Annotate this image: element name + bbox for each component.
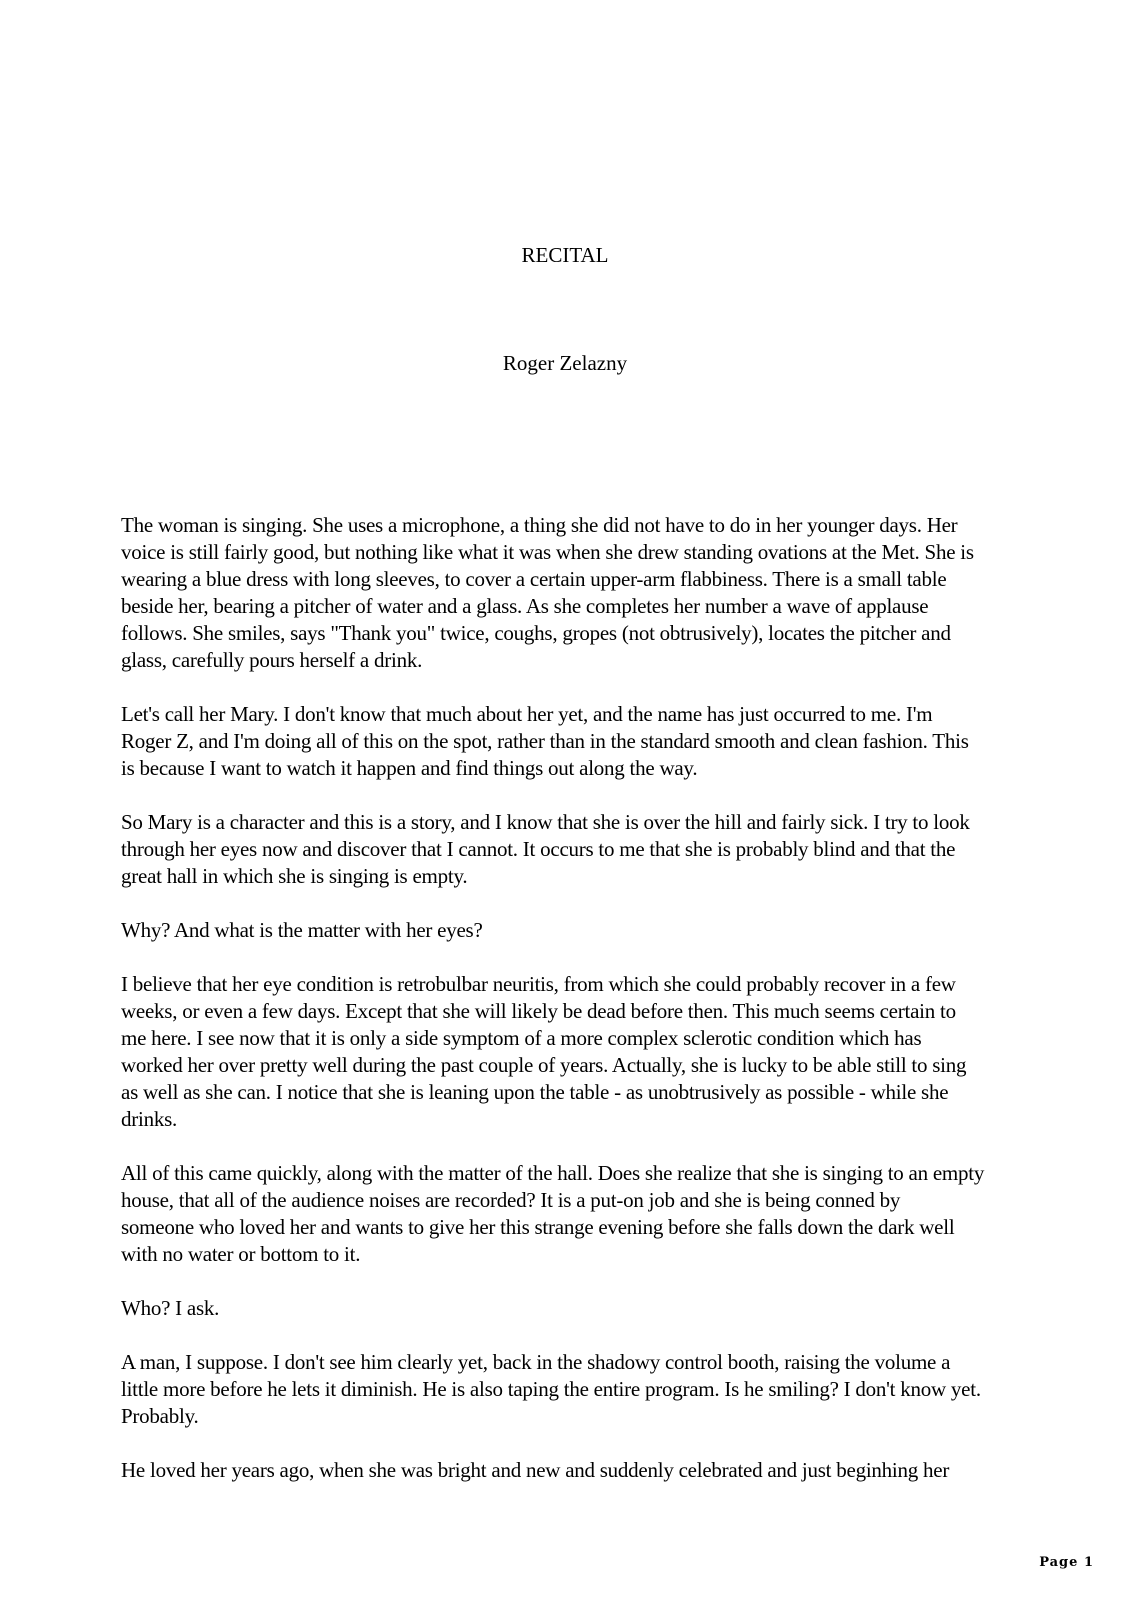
paragraph bbox=[116, 809, 1016, 890]
paragraph-line: All of this came quickly, along with the matter of the hall. Does she realize that she is singing to an empty bbox=[121, 1161, 985, 1185]
paragraph-line: The woman is singing. She uses a microphone, a thing she did not have to do in her younger days. Her bbox=[121, 513, 958, 537]
paragraph-line: as well as she can. I notice that she is leaning upon the table - as unobtrusively as possible - while she bbox=[121, 1080, 949, 1104]
paragraph-line: glass, carefully pours herself a drink. bbox=[121, 648, 423, 672]
paragraph-line: Let's call her Mary. I don't know that much about her yet, and the name has just occurred to me. I'm bbox=[121, 702, 933, 726]
paragraph bbox=[116, 971, 1016, 1133]
page-number: Page 1 bbox=[1039, 1555, 1094, 1570]
paragraph bbox=[116, 1160, 1016, 1268]
paragraph bbox=[116, 1457, 1016, 1484]
paragraph-line: I believe that her eye condition is retrobulbar neuritis, from which she could probably recover in a few bbox=[121, 972, 956, 996]
paragraph-line: weeks, or even a few days. Except that she will likely be dead before then. This much seems certain to bbox=[121, 999, 956, 1023]
paragraph-line: worked her over pretty well during the past couple of years. Actually, she is lucky to be able still to sing bbox=[121, 1053, 967, 1077]
paragraph bbox=[116, 1295, 1016, 1322]
paragraph-line: with no water or bottom to it. bbox=[121, 1242, 361, 1266]
paragraph-line: follows. She smiles, says "Thank you" twice, coughs, gropes (not obtrusively), locates the pitcher and bbox=[121, 621, 951, 645]
paragraph-line: wearing a blue dress with long sleeves, to cover a certain upper-arm flabbiness. There is a small table bbox=[121, 567, 947, 591]
paragraph-line: great hall in which she is singing is empty. bbox=[121, 864, 468, 888]
paragraph-line: Roger Z, and I'm doing all of this on the spot, rather than in the standard smooth and clean fashion. This bbox=[121, 729, 969, 753]
paragraph-line: A man, I suppose. I don't see him clearly yet, back in the shadowy control booth, raising the volume a bbox=[121, 1350, 951, 1374]
paragraph bbox=[116, 701, 1016, 782]
author-name: Roger Zelazny bbox=[502, 351, 628, 375]
paragraph-line: through her eyes now and discover that I cannot. It occurs to me that she is probably blind and that the bbox=[121, 837, 956, 861]
paragraph-line: Who? I ask. bbox=[121, 1296, 220, 1320]
paragraph bbox=[116, 1349, 1016, 1430]
paragraph-line: drinks. bbox=[121, 1107, 177, 1131]
paragraph-line: house, that all of the audience noises are recorded? It is a put-on job and she is being conned by bbox=[121, 1188, 901, 1212]
paragraph-line: So Mary is a character and this is a story, and I know that she is over the hill and fairly sick. I try to look bbox=[121, 810, 970, 834]
paragraph-line: little more before he lets it diminish. He is also taping the entire program. Is he smiling? I don't know yet. bbox=[121, 1377, 981, 1401]
paragraph bbox=[116, 917, 1016, 944]
story-title: RECITAL bbox=[521, 243, 609, 267]
paragraph-line: voice is still fairly good, but nothing like what it was when she drew standing ovations at the Met. She is bbox=[121, 540, 974, 564]
paragraph-line: beside her, bearing a pitcher of water and a glass. As she completes her number a wave of applause bbox=[121, 594, 929, 618]
paragraph-line: Why? And what is the matter with her eyes? bbox=[121, 918, 483, 942]
paragraph-line: Probably. bbox=[121, 1404, 199, 1428]
story-body bbox=[116, 512, 1016, 1511]
paragraph-line: me here. I see now that it is only a side symptom of a more complex sclerotic condition which has bbox=[121, 1026, 922, 1050]
paragraph-line: someone who loved her and wants to give her this strange evening before she falls down the dark well bbox=[121, 1215, 955, 1239]
paragraph-line: is because I want to watch it happen and find things out along the way. bbox=[121, 756, 698, 780]
paragraph-line: He loved her years ago, when she was bright and new and suddenly celebrated and just beginhing her bbox=[121, 1458, 950, 1482]
paragraph bbox=[116, 512, 1016, 674]
